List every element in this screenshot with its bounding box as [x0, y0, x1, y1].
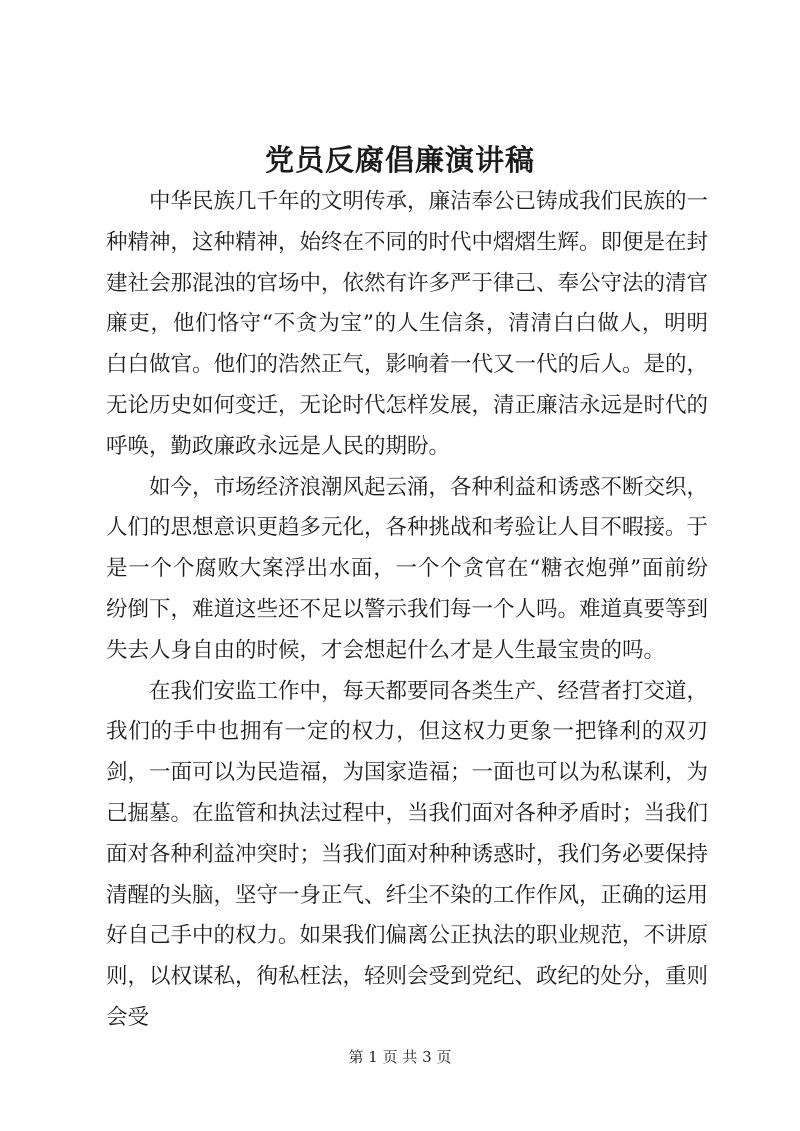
document-body	[106, 182, 708, 1039]
document-title: 党员反腐倡廉演讲稿	[264, 143, 535, 177]
page-number-footer: 第 1 页 共 3 页	[348, 1048, 452, 1066]
paragraph-2: 如今，市场经济浪潮风起云涌，各种利益和诱惑不断交织，人们的思想意识更趋多元化，各种挑战和考验让人目不暇接。于是一个个腐败大案浮出水面，一个个贪官在“糖衣炮弹”面前纷纷倒下，难道这些还不足以警示我们每一个人吗。难道真要等到失去人身自由的时候，才会想起什么才是人生最宝贵的吗。	[106, 474, 709, 663]
paragraph-1: 中华民族几千年的文明传承，廉洁奉公已铸成我们民族的一种精神，这种精神，始终在不同的时代中熠熠生辉。即便是在封建社会那混浊的官场中，依然有许多严于律己、奉公守法的清官廉吏，他们恪守“不贪为宝”的人生信条，清清白白做人，明明白白做官。他们的浩然正气，影响着一代又一代的后人。是的，无论历史如何变迁，无论时代怎样发展，清正廉洁永远是时代的呼唤，勤政廉政永远是人民的期盼。	[106, 189, 709, 459]
paragraph-3: 在我们安监工作中，每天都要同各类生产、经营者打交道，我们的手中也拥有一定的权力，但这权力更象一把锋利的双刃剑，一面可以为民造福，为国家造福；一面也可以为私谋利，为己掘墓。在监管和执法过程中，当我们面对各种矛盾时；当我们面对各种利益冲突时；当我们面对种种诱惑时，我们务必要保持清醒的头脑，坚守一身正气、纤尘不染的工作作风，正确的运用好自己手中的权力。如果我们偏离公正执法的职业规范，不讲原则，以权谋私，徇私枉法，轻则会受到党纪、政纪的处分，重则会受	[106, 678, 709, 1030]
